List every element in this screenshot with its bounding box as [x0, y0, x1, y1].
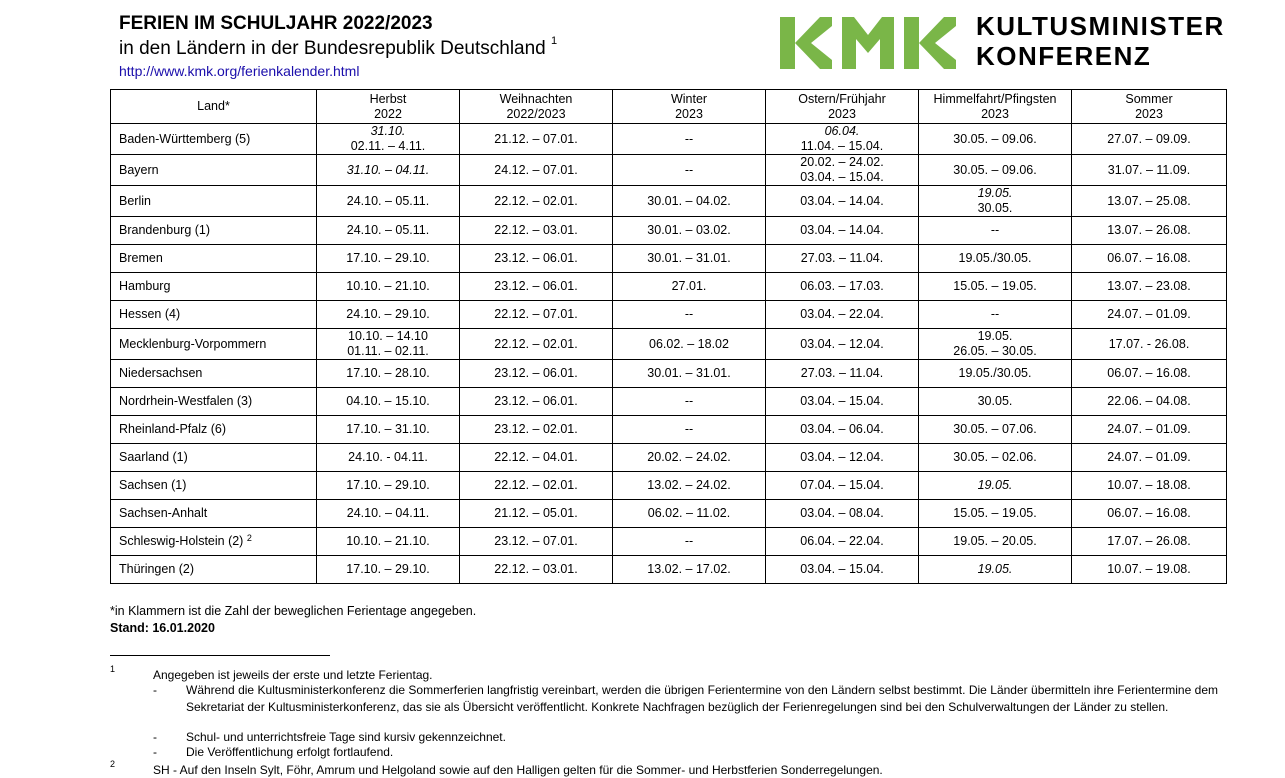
- date-range: 03.04. – 15.04.: [800, 394, 884, 408]
- table-row: [111, 329, 1227, 360]
- date-range: 30.01. – 04.02.: [647, 193, 731, 208]
- date-cell: [919, 245, 1072, 273]
- date-cell: [613, 186, 766, 217]
- date-cell: [460, 245, 613, 273]
- date-range: 30.05.: [977, 201, 1013, 215]
- date-range: 24.07. – 01.09.: [1107, 422, 1191, 436]
- footnote-2-text: SH - Auf den Inseln Sylt, Föhr, Amrum und Helgoland sowie auf den Halligen gelten für die Sommer- und Herbstferien Sonderregelungen.: [153, 763, 883, 777]
- date-cell: [766, 500, 919, 528]
- date-range: 13.07. – 26.08.: [1107, 223, 1191, 237]
- ferien-table: [110, 89, 1227, 584]
- land-name: Bremen: [119, 251, 163, 265]
- kmk-logo-icon: [780, 17, 956, 69]
- column-header: [1072, 90, 1227, 124]
- land-name: Hessen (4): [119, 307, 181, 321]
- land-cell: [111, 500, 317, 528]
- date-cell: [919, 217, 1072, 245]
- date-cell: [460, 155, 613, 186]
- date-cell: [766, 528, 919, 556]
- logo-line-1: KULTUSMINISTER: [976, 11, 1225, 41]
- date-cell: [766, 360, 919, 388]
- date-cell: [919, 273, 1072, 301]
- date-range: 24.07. – 01.09.: [1107, 450, 1191, 464]
- land-cell: [111, 528, 317, 556]
- logo-wordmark: [976, 11, 1225, 71]
- date-range: --: [990, 307, 1000, 321]
- date-cell: [317, 528, 460, 556]
- footnote-bullet-1: Während die Kultusministerkonferenz die Sommerferien langfristig vereinbart, werden die übrigen Ferientermine von den Ländern selbst bestimmt. Die Länder übermitteln ihre Ferientermine dem Sekretariat der Kultusministerkonferenz, das sie als Übersicht veröffentlicht. Konkrete Nachfragen bezüglich der Ferienregelungen sind bei den Schulverwaltungen der Länder zu stellen.: [186, 683, 1218, 714]
- table-row: [111, 416, 1227, 444]
- date-cell: [613, 245, 766, 273]
- table-row: [111, 155, 1227, 186]
- date-range: 20.02. – 24.02.: [647, 450, 731, 464]
- column-header-year: 2023: [1135, 106, 1163, 121]
- date-range: 01.11. – 02.11.: [347, 344, 429, 358]
- date-range: 17.10. – 29.10.: [346, 562, 430, 576]
- date-range: 06.07. – 16.08.: [1107, 251, 1191, 265]
- land-name: Sachsen (1): [119, 478, 187, 492]
- column-header-year: 2022/2023: [506, 106, 566, 121]
- date-cell: [613, 155, 766, 186]
- date-cell: [317, 217, 460, 245]
- date-range: 19.05./30.05.: [958, 251, 1032, 265]
- date-range: 27.03. – 11.04.: [800, 251, 884, 265]
- date-range: 07.04. – 15.04.: [800, 478, 884, 492]
- date-cell: [317, 444, 460, 472]
- date-cell: [766, 273, 919, 301]
- date-range: 23.12. – 06.01.: [494, 279, 578, 293]
- land-cell: [111, 273, 317, 301]
- date-range: --: [684, 422, 694, 436]
- date-range: 17.07. - 26.08.: [1108, 336, 1190, 351]
- date-cell: [613, 556, 766, 584]
- date-range: 24.10. – 05.11.: [346, 223, 430, 237]
- date-cell: [1072, 329, 1227, 360]
- date-cell: [317, 388, 460, 416]
- table-body: [111, 124, 1227, 584]
- date-cell: [460, 217, 613, 245]
- footnote-2-number: 2: [110, 759, 116, 769]
- date-range: 10.10. – 21.10.: [346, 279, 430, 293]
- date-range: 06.02. – 11.02.: [647, 506, 731, 520]
- date-range: 03.04. – 14.04.: [800, 193, 884, 208]
- land-name: Baden-Württemberg (5): [119, 131, 251, 146]
- date-cell: [613, 217, 766, 245]
- date-cell: [919, 155, 1072, 186]
- date-cell: [613, 301, 766, 329]
- table-row: [111, 444, 1227, 472]
- column-header: [317, 90, 460, 124]
- land-cell: [111, 360, 317, 388]
- column-header-label: Ostern/Frühjahr: [798, 91, 886, 106]
- column-header-label: Weihnachten: [499, 91, 573, 106]
- date-cell: [766, 217, 919, 245]
- date-cell: [613, 500, 766, 528]
- date-cell: [1072, 124, 1227, 155]
- date-cell: [317, 556, 460, 584]
- date-range: 24.07. – 01.09.: [1107, 307, 1191, 321]
- date-range: 30.01. – 31.01.: [647, 251, 731, 265]
- date-cell: [460, 329, 613, 360]
- date-range: 22.12. – 04.01.: [494, 450, 578, 464]
- table-row: [111, 500, 1227, 528]
- date-cell: [766, 301, 919, 329]
- date-range: 19.05.: [977, 329, 1013, 343]
- column-header-year: 2023: [828, 106, 856, 121]
- date-cell: [460, 388, 613, 416]
- date-range: 03.04. – 14.04.: [800, 223, 884, 237]
- date-cell: [460, 472, 613, 500]
- date-range: 10.10. – 14.10: [348, 329, 428, 343]
- date-cell: [460, 301, 613, 329]
- date-cell: [1072, 528, 1227, 556]
- date-range: 03.04. – 12.04.: [800, 336, 884, 351]
- date-cell: [766, 472, 919, 500]
- date-cell: [460, 186, 613, 217]
- date-range: 24.10. – 29.10.: [346, 307, 430, 321]
- date-cell: [317, 416, 460, 444]
- footnote-bullet-3: Die Veröffentlichung erfolgt fortlaufend.: [186, 745, 394, 759]
- date-range: 30.05. – 09.06.: [953, 162, 1037, 177]
- column-header: [111, 90, 317, 124]
- land-name: Rheinland-Pfalz (6): [119, 422, 226, 436]
- date-cell: [317, 124, 460, 155]
- table-header-row: [111, 90, 1227, 124]
- date-range: 22.12. – 02.01.: [494, 336, 578, 351]
- date-range: 13.07. – 25.08.: [1107, 193, 1191, 208]
- land-cell: [111, 556, 317, 584]
- date-cell: [766, 155, 919, 186]
- date-cell: [1072, 217, 1227, 245]
- date-cell: [1072, 155, 1227, 186]
- date-cell: [317, 273, 460, 301]
- bullet-dash-1: -: [153, 683, 157, 697]
- land-name: Brandenburg (1): [119, 223, 211, 237]
- date-range: 31.07. – 11.09.: [1107, 162, 1191, 177]
- date-range: 21.12. – 07.01.: [494, 131, 578, 146]
- date-range: --: [684, 131, 694, 146]
- land-cell: [111, 472, 317, 500]
- land-cell: [111, 186, 317, 217]
- date-range: 24.10. - 04.11.: [348, 450, 428, 464]
- date-cell: [613, 388, 766, 416]
- table-row: [111, 217, 1227, 245]
- date-range: 19.05./30.05.: [958, 366, 1032, 380]
- date-range: 19.05.: [977, 562, 1013, 576]
- date-cell: [766, 388, 919, 416]
- date-range: 17.10. – 29.10.: [346, 478, 430, 492]
- date-cell: [1072, 186, 1227, 217]
- date-cell: [613, 124, 766, 155]
- date-range: 02.11. – 4.11.: [350, 139, 426, 153]
- date-cell: [919, 360, 1072, 388]
- klammern-note: *in Klammern ist die Zahl der beweglichen Ferientage angegeben.: [110, 604, 477, 618]
- ferienkalender-link[interactable]: http://www.kmk.org/ferienkalender.html: [119, 63, 360, 79]
- date-range: 30.01. – 31.01.: [647, 366, 731, 380]
- date-cell: [919, 388, 1072, 416]
- date-range: 31.10.: [370, 124, 406, 138]
- date-range: 30.05. – 07.06.: [953, 422, 1037, 436]
- land-cell: [111, 301, 317, 329]
- date-cell: [1072, 444, 1227, 472]
- footnote-divider: [110, 655, 330, 656]
- date-range: 11.04. – 15.04.: [800, 139, 884, 153]
- date-range: 27.01.: [671, 279, 707, 293]
- date-cell: [919, 444, 1072, 472]
- date-cell: [1072, 388, 1227, 416]
- date-range: --: [990, 223, 1000, 237]
- table-row: [111, 360, 1227, 388]
- land-cell: [111, 416, 317, 444]
- page-subtitle: [119, 35, 558, 60]
- date-range: --: [684, 534, 694, 548]
- land-name: Bayern: [119, 162, 159, 177]
- date-cell: [317, 301, 460, 329]
- date-range: 17.10. – 31.10.: [346, 422, 430, 436]
- column-header-label: Herbst: [369, 91, 407, 106]
- date-range: 10.07. – 18.08.: [1107, 478, 1191, 492]
- date-cell: [613, 472, 766, 500]
- date-cell: [766, 444, 919, 472]
- footnote-bullet-2: Schul- und unterrichtsfreie Tage sind kursiv gekennzeichnet.: [186, 730, 506, 744]
- date-range: 19.05.: [977, 478, 1013, 492]
- land-cell: [111, 388, 317, 416]
- date-range: 13.02. – 24.02.: [647, 478, 731, 492]
- column-header-year: 2023: [981, 106, 1009, 121]
- date-cell: [919, 186, 1072, 217]
- date-range: 17.10. – 29.10.: [346, 251, 430, 265]
- column-header-year: 2023: [675, 106, 703, 121]
- column-header: [460, 90, 613, 124]
- date-range: 19.05. – 20.05.: [953, 534, 1037, 548]
- column-header-label: Himmelfahrt/Pfingsten: [933, 91, 1057, 106]
- date-range: 20.02. – 24.02.: [800, 155, 884, 169]
- date-cell: [317, 360, 460, 388]
- land-cell: [111, 245, 317, 273]
- date-range: 06.07. – 16.08.: [1107, 506, 1191, 520]
- date-cell: [919, 416, 1072, 444]
- land-name: Sachsen-Anhalt: [119, 506, 208, 520]
- land-cell: [111, 124, 317, 155]
- date-cell: [317, 472, 460, 500]
- date-cell: [460, 360, 613, 388]
- date-range: 22.12. – 02.01.: [494, 193, 578, 208]
- date-range: --: [684, 394, 694, 408]
- date-range: 03.04. – 08.04.: [800, 506, 884, 520]
- column-header: [613, 90, 766, 124]
- date-cell: [613, 360, 766, 388]
- date-range: 03.04. – 22.04.: [800, 307, 884, 321]
- table-row: [111, 556, 1227, 584]
- land-name: Schleswig-Holstein (2): [119, 534, 244, 548]
- date-range: 22.12. – 02.01.: [494, 478, 578, 492]
- date-cell: [317, 500, 460, 528]
- date-cell: [1072, 500, 1227, 528]
- land-name: Saarland (1): [119, 450, 188, 464]
- date-range: 22.12. – 07.01.: [494, 307, 578, 321]
- date-cell: [1072, 416, 1227, 444]
- bullet-dash-3: -: [153, 745, 157, 759]
- column-header: [919, 90, 1072, 124]
- date-range: 23.12. – 06.01.: [494, 394, 578, 408]
- date-range: 03.04. – 12.04.: [800, 450, 884, 464]
- land-name: Niedersachsen: [119, 366, 203, 380]
- date-range: 04.10. – 15.10.: [346, 394, 430, 408]
- table-row: [111, 245, 1227, 273]
- subtitle-text: in den Ländern in der Bundesrepublik Deutschland: [119, 38, 546, 59]
- stand-date: Stand: 16.01.2020: [110, 621, 215, 635]
- footnote-marker: 2: [246, 533, 252, 543]
- date-cell: [460, 273, 613, 301]
- table-row: [111, 301, 1227, 329]
- table-row: [111, 388, 1227, 416]
- date-range: 19.05.: [977, 186, 1013, 200]
- date-range: 03.04. – 15.04.: [800, 562, 884, 576]
- logo-line-2: KONFERENZ: [976, 41, 1152, 71]
- date-cell: [1072, 360, 1227, 388]
- date-cell: [919, 329, 1072, 360]
- land-cell: [111, 444, 317, 472]
- land-cell: [111, 329, 317, 360]
- date-cell: [766, 186, 919, 217]
- table-row: [111, 186, 1227, 217]
- date-cell: [1072, 301, 1227, 329]
- date-cell: [919, 472, 1072, 500]
- date-range: 31.10. – 04.11.: [346, 162, 430, 177]
- date-cell: [317, 245, 460, 273]
- subtitle-footnote-marker: 1: [551, 35, 558, 47]
- date-range: 26.05. – 30.05.: [953, 344, 1037, 358]
- date-range: --: [684, 307, 694, 321]
- date-range: 13.02. – 17.02.: [647, 562, 731, 576]
- land-cell: [111, 217, 317, 245]
- date-cell: [460, 444, 613, 472]
- date-range: 22.12. – 03.01.: [494, 562, 578, 576]
- page-title: FERIEN IM SCHULJAHR 2022/2023: [119, 13, 433, 34]
- date-cell: [919, 556, 1072, 584]
- land-name: Nordrhein-Westfalen (3): [119, 394, 253, 408]
- date-cell: [613, 444, 766, 472]
- date-range: 06.07. – 16.08.: [1107, 366, 1191, 380]
- date-range: 30.05. – 09.06.: [953, 131, 1037, 146]
- date-cell: [1072, 245, 1227, 273]
- date-range: 06.03. – 17.03.: [800, 279, 884, 293]
- date-range: 22.06. – 04.08.: [1107, 394, 1191, 408]
- date-range: 10.07. – 19.08.: [1107, 562, 1191, 576]
- date-cell: [1072, 556, 1227, 584]
- date-range: 24.10. – 05.11.: [346, 193, 430, 208]
- date-range: 23.12. – 07.01.: [494, 534, 578, 548]
- table-row: [111, 472, 1227, 500]
- column-header-label: Sommer: [1125, 91, 1173, 106]
- date-range: 15.05. – 19.05.: [953, 279, 1037, 293]
- date-range: 23.12. – 06.01.: [494, 366, 578, 380]
- date-cell: [460, 124, 613, 155]
- date-range: 10.10. – 21.10.: [346, 534, 430, 548]
- date-cell: [919, 301, 1072, 329]
- date-range: 03.04. – 06.04.: [800, 422, 884, 436]
- land-name: Hamburg: [119, 279, 171, 293]
- column-header-year: 2022: [374, 106, 402, 121]
- footnote-1-number: 1: [110, 664, 116, 674]
- date-cell: [613, 528, 766, 556]
- date-range: 23.12. – 02.01.: [494, 422, 578, 436]
- column-header-label: Winter: [670, 91, 708, 106]
- date-cell: [460, 500, 613, 528]
- date-cell: [460, 556, 613, 584]
- table-row: [111, 273, 1227, 301]
- column-header: [766, 90, 919, 124]
- land-cell: [111, 155, 317, 186]
- date-range: 22.12. – 03.01.: [494, 223, 578, 237]
- date-range: 24.12. – 07.01.: [494, 162, 578, 177]
- date-range: 24.10. – 04.11.: [346, 506, 430, 520]
- date-range: 30.01. – 03.02.: [647, 223, 731, 237]
- date-cell: [317, 186, 460, 217]
- date-cell: [919, 500, 1072, 528]
- date-cell: [317, 329, 460, 360]
- date-cell: [766, 329, 919, 360]
- date-range: 21.12. – 05.01.: [494, 506, 578, 520]
- date-range: 03.04. – 15.04.: [800, 170, 884, 184]
- date-range: 27.03. – 11.04.: [800, 366, 884, 380]
- date-cell: [613, 416, 766, 444]
- date-cell: [766, 416, 919, 444]
- date-range: 30.05. – 02.06.: [953, 450, 1037, 464]
- date-range: 23.12. – 06.01.: [494, 251, 578, 265]
- date-range: 06.02. – 18.02: [649, 336, 729, 351]
- land-name: Mecklenburg-Vorpommern: [119, 336, 267, 351]
- date-cell: [766, 556, 919, 584]
- land-name: Thüringen (2): [119, 562, 195, 576]
- date-cell: [460, 528, 613, 556]
- bullet-dash-2: -: [153, 730, 157, 744]
- column-header-label: Land*: [197, 99, 230, 113]
- date-range: 15.05. – 19.05.: [953, 506, 1037, 520]
- date-cell: [317, 155, 460, 186]
- date-range: 27.07. – 09.09.: [1107, 131, 1191, 146]
- date-cell: [613, 329, 766, 360]
- date-cell: [919, 528, 1072, 556]
- date-range: 30.05.: [977, 394, 1013, 408]
- land-name: Berlin: [119, 193, 151, 208]
- date-cell: [1072, 273, 1227, 301]
- table-row: [111, 528, 1227, 556]
- date-range: 17.07. – 26.08.: [1107, 534, 1191, 548]
- date-cell: [613, 273, 766, 301]
- table-row: [111, 124, 1227, 155]
- date-range: 06.04. – 22.04.: [800, 534, 884, 548]
- date-cell: [1072, 472, 1227, 500]
- date-cell: [766, 245, 919, 273]
- date-cell: [460, 416, 613, 444]
- date-range: 13.07. – 23.08.: [1107, 279, 1191, 293]
- footnote-1-text: Angegeben ist jeweils der erste und letzte Ferientag.: [153, 668, 433, 682]
- date-range: 06.04.: [824, 124, 860, 138]
- date-cell: [919, 124, 1072, 155]
- date-range: 17.10. – 28.10.: [346, 366, 430, 380]
- date-cell: [766, 124, 919, 155]
- date-range: --: [684, 162, 694, 177]
